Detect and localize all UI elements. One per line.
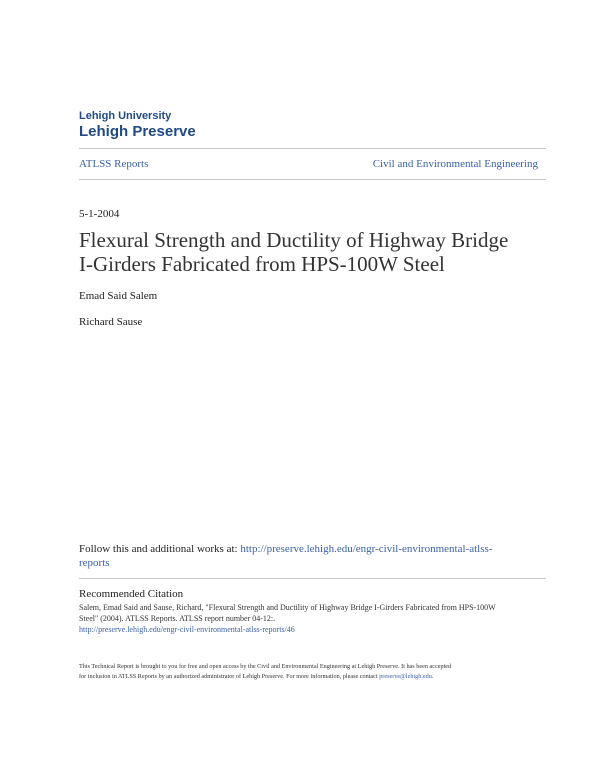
top-divider	[79, 148, 546, 149]
citation-divider	[79, 578, 546, 579]
follow-prefix: Follow this and additional works at:	[79, 543, 241, 555]
footer-line-1: This Technical Report is brought to you for free and open access by the Civil and Environmental Engineering at Lehigh Preserve. It has been accepted	[79, 663, 452, 670]
title-line-1: Flexural Strength and Ductility of Highway Bridge	[79, 228, 509, 252]
series-divider	[79, 179, 546, 180]
citation-link[interactable]: http://preserve.lehigh.edu/engr-civil-environmental-atlss-reports/46	[79, 625, 295, 634]
follow-works-text	[79, 542, 549, 570]
citation-text	[79, 602, 549, 635]
series-link-atlss-reports[interactable]: ATLSS Reports	[79, 158, 149, 170]
recommended-citation-heading: Recommended Citation	[79, 588, 184, 600]
follow-link[interactable]: http://preserve.lehigh.edu/engr-civil-environmental-atlss- reports	[79, 543, 493, 569]
document-title	[79, 228, 549, 276]
series-link-civil-environmental[interactable]: Civil and Environmental Engineering	[372, 158, 538, 170]
footer-line-2: for inclusion in ATLSS Reports by an authorized administrator of Lehigh Preserve. For more information, please contact preserve@lehigh.edu.	[79, 673, 434, 680]
publication-date: 5-1-2004	[79, 208, 120, 220]
contact-email-link[interactable]: preserve@lehigh.edu	[379, 673, 432, 680]
citation-line-1: Salem, Emad Said and Sause, Richard, "Flexural Strength and Ductility of Highway Bridge I-Girders Fabricated from HPS-100W	[79, 603, 496, 612]
author-1[interactable]: Emad Said Salem	[79, 290, 158, 302]
title-line-2: I-Girders Fabricated from HPS-100W Steel	[79, 252, 445, 276]
institution-name: Lehigh University	[79, 110, 172, 122]
footer-notice	[79, 662, 549, 682]
repository-name[interactable]: Lehigh Preserve	[79, 123, 196, 140]
author-2[interactable]: Richard Sause	[79, 316, 143, 328]
citation-line-2: Steel" (2004). ATLSS Reports. ATLSS report number 04-12:.	[79, 614, 276, 623]
